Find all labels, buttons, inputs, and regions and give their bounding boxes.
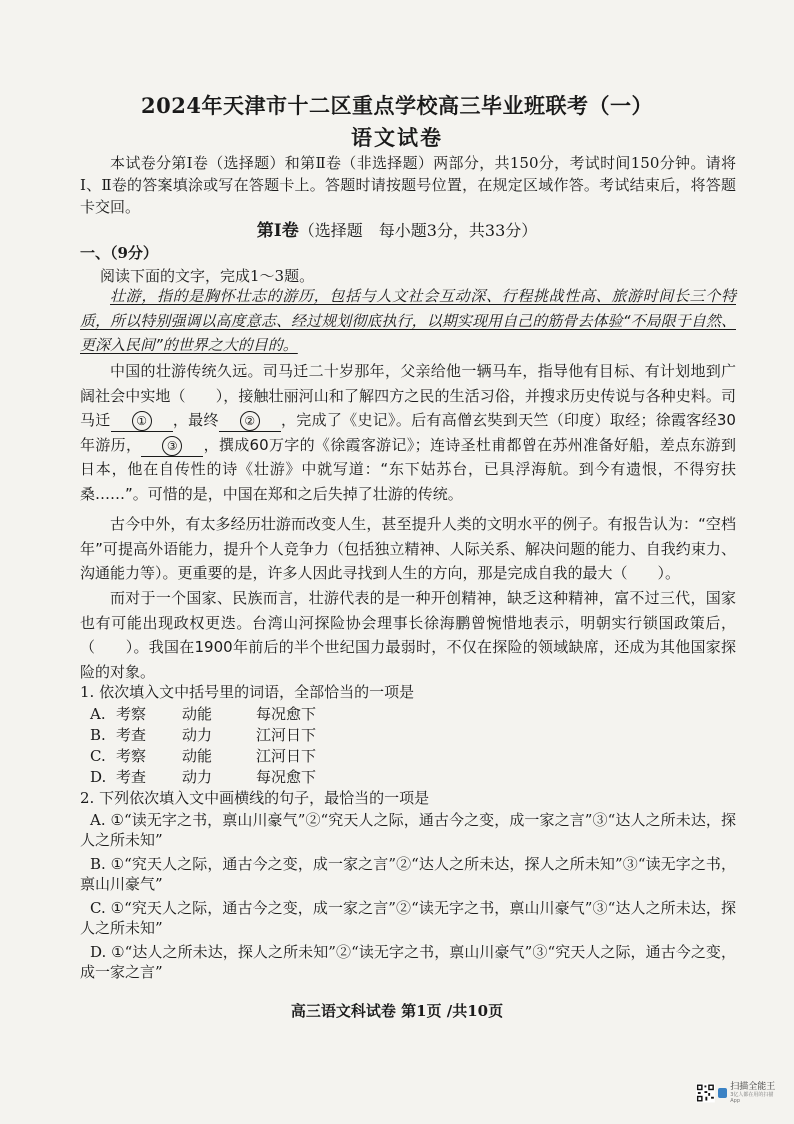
passage-paragraph-3: 古今中外，有太多经历壮游而改变人生，甚至提升人类的文明水平的例子。有报告认为：“空档年”可提高外语能力，提升个人竞争力（包括独立精神、人际关系、解决问题的能力、自我约束力、沟通能力等）。更重要的是，许多人因此寻找到人生的方向，那是完成自我的最大（ ）。 (80, 515, 736, 582)
option-label: A. (90, 705, 106, 723)
question-group-heading: 一、（9分） (80, 244, 158, 262)
page-footer: 高三语文科试卷 第1页 /共10页 (290, 1002, 504, 1020)
option-word: 动能 (182, 705, 213, 723)
question-1-option-b (90, 725, 316, 745)
question-2-option-a: A. ①“读无字之书，禀山川豪气”②“究天人之际，通古今之变，成一家之言”③“达人之所未达，探人之所未知” (80, 811, 736, 849)
option-word: 每况愈下 (256, 705, 317, 723)
question-1-option-d (90, 767, 316, 787)
underlined-definition: 壮游，指的是胸怀壮志的游历，包括与人文社会互动深、行程挑战性高、旅游时间长三个特质，所以特别强调以高度意志、经过规划彻底执行，以期实现用自己的筋骨去体验“不局限于自然、更深入民间”的世界之大的目的。 (80, 287, 736, 354)
blank-number: ③ (162, 436, 182, 456)
blank-2 (219, 411, 281, 432)
badge-text-group (730, 1082, 780, 1104)
blank-number: ① (132, 411, 152, 431)
option-word: 考查 (116, 768, 147, 786)
question-1-option-a (90, 704, 316, 724)
qr-code-icon (696, 1083, 715, 1103)
passage-paragraph-4: 而对于一个国家、民族而言，壮游代表的是一种开创精神，缺乏这种精神，富不过三代，国家也有可能出现政权更迭。台湾山河探险协会理事长徐海鹏曾惋惜地表示，明朝实行锁国政策后，（ ）。我国在1900年前后的半个世纪国力最弱时，不仅在探险的领域缺席，还成为其他国家探险的对象。 (80, 589, 736, 681)
option-label: B. (90, 726, 106, 744)
passage-paragraph-1 (80, 284, 736, 358)
question-2-stem: 2. 下列依次填入文中画横线的句子，最恰当的一项是 (80, 789, 430, 807)
scanner-watermark (696, 1082, 780, 1104)
option-word: 动力 (182, 768, 213, 786)
option-word: 江河日下 (256, 747, 317, 765)
option-word: 动能 (182, 747, 213, 765)
section-name: 第Ⅰ卷 (256, 221, 299, 241)
question-2-option-d: D. ①“达人之所未达，探人之所未知”②“读无字之书，禀山川豪气”③“究天人之际，通古今之变，成一家之言” (80, 943, 736, 981)
option-word: 每况愈下 (256, 768, 317, 786)
passage-text: 中国的壮游传统久远。司马迁二十岁那年，父亲给他一辆马车，指导他有目标、有计划地到广阔社会中实地（ ），接触壮丽河山和了解四方之民的生活习俗，并搜求历史传说与各种史料。司马迁 (80, 362, 736, 429)
badge-subtext: 3亿人都在用的扫描App (730, 1092, 774, 1104)
passage-text: ，完成了《史记》。后有高僧玄奘到天竺（印度）取经；徐霞客经30年游历， (80, 411, 736, 454)
badge-text: 扫描全能王 (730, 1082, 776, 1092)
question-1-stem: 1. 依次填入文中括号里的词语，全部恰当的一项是 (80, 683, 415, 701)
exam-instructions: 本试卷分第Ⅰ卷（选择题）和第Ⅱ卷（非选择题）两部分，共150分，考试时间150分钟。请将Ⅰ、Ⅱ卷的答案填涂或写在答题卡上。答题时请按题号位置，在规定区域作答。考试结束后，将答题卡交回。 (80, 154, 736, 216)
exam-subject: 语文试卷 (351, 125, 443, 150)
question-1-option-c (90, 746, 316, 766)
blank-1 (111, 411, 173, 432)
section-heading (0, 216, 794, 241)
option-word: 动力 (182, 726, 213, 744)
blank-3 (141, 436, 203, 457)
scanner-logo-icon (718, 1088, 727, 1098)
blank-number: ② (240, 411, 260, 431)
question-2-option-b: B. ①“究天人之际，通古今之变，成一家之言”②“达人之所未达，探人之所未知”③“读无字之书，禀山川豪气” (80, 855, 736, 893)
option-word: 考察 (116, 705, 147, 723)
option-word: 考察 (116, 747, 147, 765)
exam-title: 2024年天津市十二区重点学校高三毕业班联考（一） (141, 93, 653, 118)
option-label: C. (90, 747, 106, 765)
option-word: 考查 (116, 726, 147, 744)
option-label: D. (90, 768, 107, 786)
reading-instruction: 阅读下面的文字，完成1～3题。 (100, 267, 315, 285)
passage-text: ，最终 (172, 411, 219, 429)
option-word: 江河日下 (256, 726, 317, 744)
passage-text: ，撰成60万字的《徐霞客游记》；连诗圣杜甫都曾在苏州准备好船，差点东游到日本，他在自传性的诗《壮游》中就写道：“东下姑苏台，已具浮海航。到今有遗恨，不得穷扶桑……”。可惜的是，中国在郑和之后失掉了壮游的传统。 (80, 435, 736, 503)
passage-paragraph-2 (80, 359, 736, 506)
section-note: （选择题 每小题3分，共33分） (298, 221, 538, 240)
question-2-option-c: C. ①“究天人之际，通古今之变，成一家之言”②“读无字之书，禀山川豪气”③“达人之所未达，探人之所未知” (80, 899, 736, 937)
